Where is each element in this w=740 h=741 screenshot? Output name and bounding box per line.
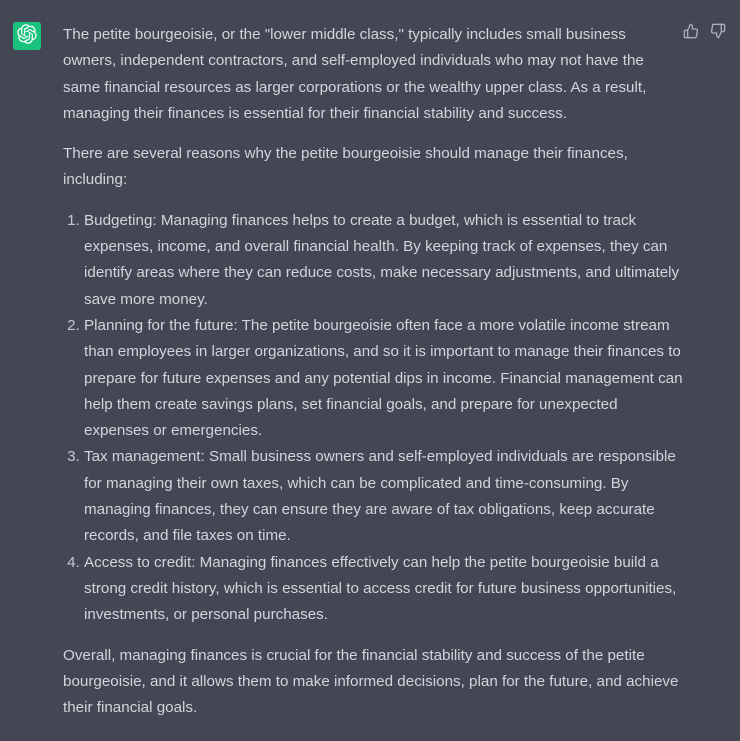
thumbs-up-button[interactable] [682,25,699,42]
list-item: 2. Planning for the future: The petite bourgeoisie often face a more volatile income stream than employees in larger organizations, and so it is important to manage their finances to prepare for future expenses and any potential dips in income. Financial management can help them create savings plans, set financial goals, and prepare for unexpected expenses or emergencies. [84,313,683,444]
list-item: 4. Access to credit: Managing finances effectively can help the petite bourgeoisie build a strong credit history, which is essential to access credit for future business opportunities, investments, or personal purchases. [84,550,683,629]
conclusion-paragraph: Overall, managing finances is crucial for the financial stability and success of the petite bourgeoisie, and it allows them to make informed decisions, plan for the future, and achieve their financial goals. [63,646,679,717]
list-item: 1. Budgeting: Managing finances helps to create a budget, which is essential to track expenses, income, and overall financial health. By keeping track of expenses, they can identify areas where they can reduce costs, make necessary adjustments, and ultimately save more money. [84,208,683,313]
thumbs-up-icon [683,23,699,44]
assistant-avatar [13,22,41,50]
list-item: 3. Tax management: Small business owners and self-employed individuals are responsible for managing their own taxes, which can be complicated and time-consuming. By managing finances, they can ensure they are aware of tax obligations, keep accurate records, and file taxes on time. [84,444,683,549]
lead-in-paragraph: There are several reasons why the petite bourgeoisie should manage their finances, including: [63,145,628,189]
thumbs-down-button[interactable] [709,25,726,42]
reasons-list [63,208,683,629]
intro-paragraph: The petite bourgeoisie, or the "lower middle class," typically includes small business owners, independent contractors, and self-employed individuals who may not have the same financial resources as larger corporations or the wealthy upper class. As a result, managing their finances is essential for their financial stability and success. [63,26,647,122]
feedback-controls [682,25,726,42]
openai-logo-icon [17,24,37,49]
thumbs-down-icon [710,23,726,44]
assistant-message [63,22,683,735]
